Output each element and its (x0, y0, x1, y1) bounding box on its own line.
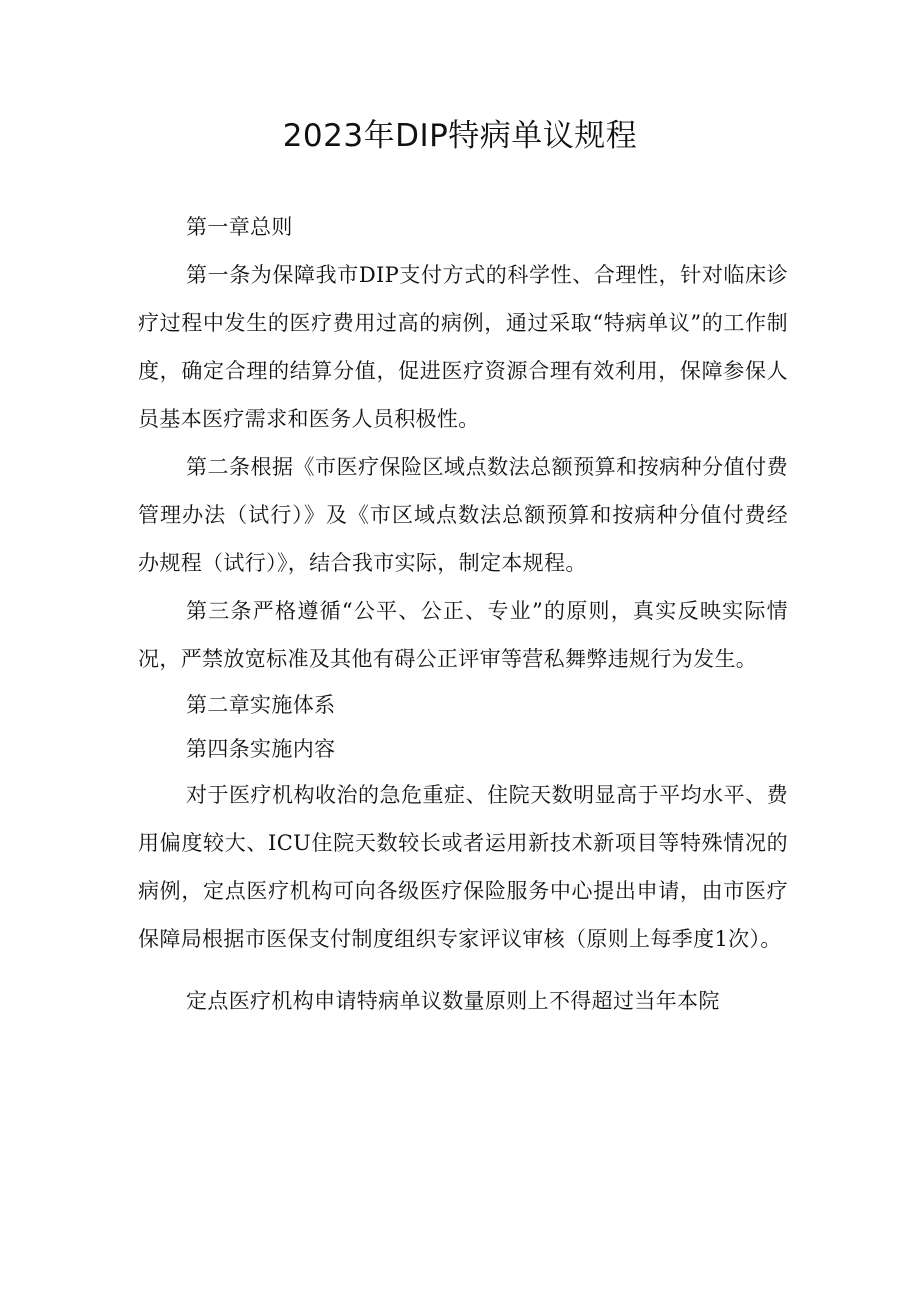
article-4-paragraph: 对于医疗机构收治的急危重症、住院天数明显高于平均水平、费用偏度较大、ICU住院天数较长或者运用新技术新项目等特殊情况的病例，定点医疗机构可向各级医疗保险服务中心提出申请，由市医疗保障局根据市医保支付制度组织专家评议审核（原则上每季度1次）。 (138, 783, 788, 951)
article-2-paragraph: 第二条根据《市医疗保险区域点数法总额预算和按病种分值付费管理办法（试行）》及《市区域点数法总额预算和按病种分值付费经办规程（试行）》，结合我市实际，制定本规程。 (138, 455, 788, 575)
chapter-2-heading: 第二章实施体系 (186, 693, 336, 717)
continued-paragraph-line: 定点医疗机构申请特病单议数量原则上不得超过当年本院 (186, 989, 720, 1013)
document-body (138, 205, 788, 1046)
document-title: 2023年DIP特病单议规程 (282, 118, 638, 154)
chapter-1-heading: 第一章总则 (186, 215, 293, 239)
article-1-paragraph: 第一条为保障我市DIP支付方式的科学性、合理性，针对临床诊疗过程中发生的医疗费用过高的病例，通过采取“特病单议”的工作制度，确定合理的结算分值，促进医疗资源合理有效利用，保障参保人员基本医疗需求和医务人员积极性。 (138, 263, 788, 431)
article-4-heading: 第四条实施内容 (186, 737, 336, 761)
article-3-paragraph: 第三条严格遵循“公平、公正、专业”的原则，真实反映实际情况，严禁放宽标准及其他有碍公正评审等营私舞弊违规行为发生。 (138, 599, 788, 671)
